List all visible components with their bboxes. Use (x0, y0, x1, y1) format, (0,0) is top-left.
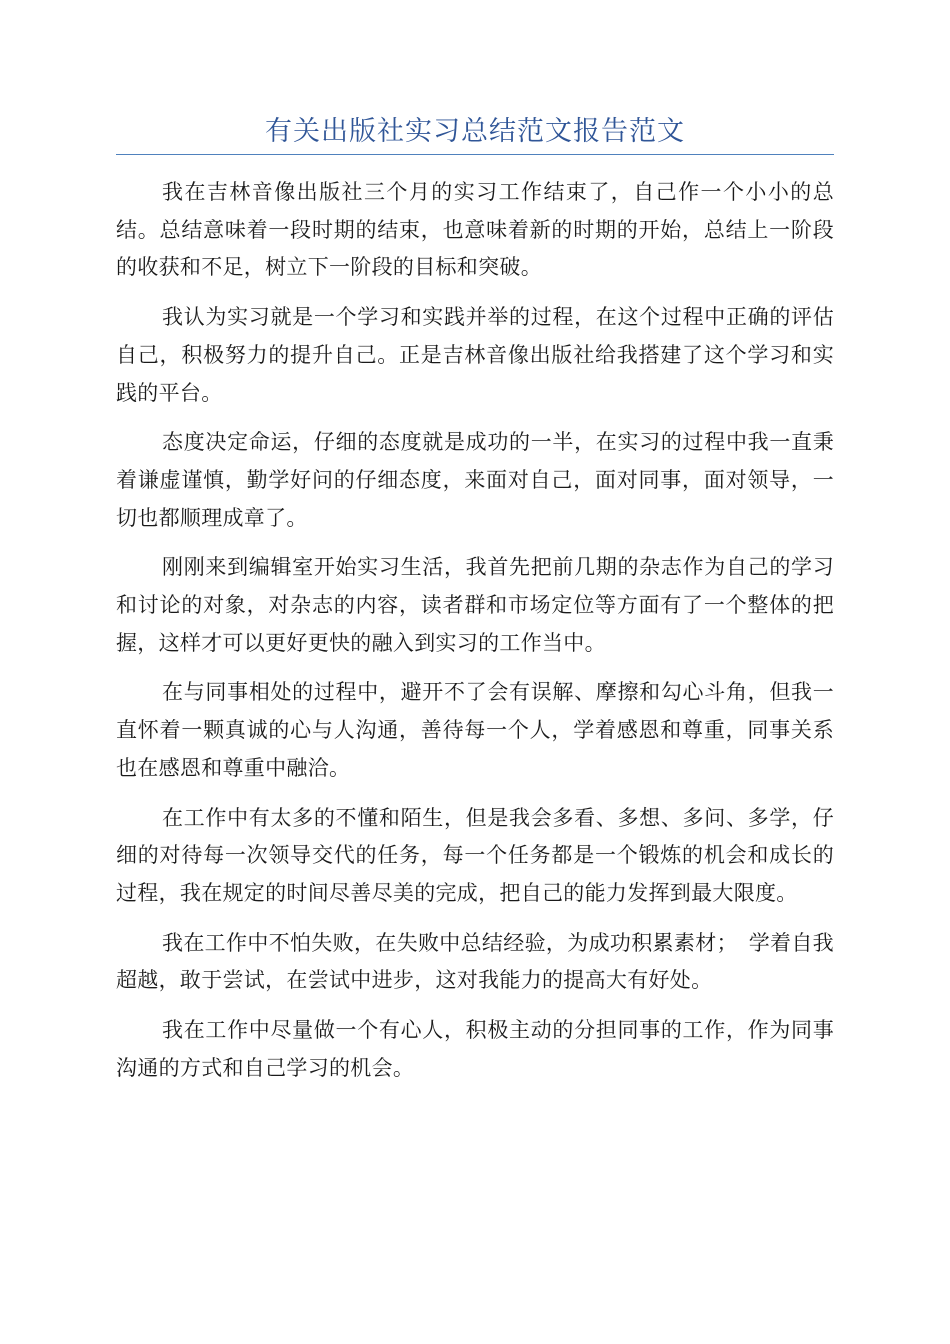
document-title: 有关出版社实习总结范文报告范文 (265, 116, 685, 147)
paragraph: 我在工作中尽量做一个有心人，积极主动的分担同事的工作，作为同事沟通的方式和自己学习的机会。 (116, 1018, 834, 1080)
paragraph: 我在工作中不怕失败，在失败中总结经验，为成功积累素材； 学着自我超越，敢于尝试，在尝试中进步，这对我能力的提高大有好处。 (116, 930, 834, 993)
paragraph: 我认为实习就是一个学习和实践并举的过程，在这个过程中正确的评估自己，积极努力的提升自己。正是吉林音像出版社给我搭建了这个学习和实践的平台。 (116, 305, 834, 405)
paragraph: 我在吉林音像出版社三个月的实习工作结束了，自己作一个小小的总结。总结意味着一段时期的结束，也意味着新的时期的开始，总结上一阶段的收获和不足，树立下一阶段的目标和突破。 (116, 180, 834, 280)
document-body (116, 174, 834, 1099)
paragraph: 在工作中有太多的不懂和陌生，但是我会多看、多想、多问、多学，仔细的对待每一次领导交代的任务，每一个任务都是一个锻炼的机会和成长的过程，我在规定的时间尽善尽美的完成，把自己的能力发挥到最大限度。 (116, 805, 834, 905)
paragraph: 刚刚来到编辑室开始实习生活，我首先把前几期的杂志作为自己的学习和讨论的对象，对杂志的内容，读者群和市场定位等方面有了一个整体的把握，这样才可以更好更快的融入到实习的工作当中。 (116, 555, 834, 655)
paragraph: 在与同事相处的过程中，避开不了会有误解、摩擦和勾心斗角，但我一直怀着一颗真诚的心与人沟通，善待每一个人，学着感恩和尊重，同事关系也在感恩和尊重中融洽。 (116, 680, 834, 780)
paragraph: 态度决定命运，仔细的态度就是成功的一半，在实习的过程中我一直秉着谦虚谨慎，勤学好问的仔细态度，来面对自己，面对同事，面对领导，一切也都顺理成章了。 (116, 430, 834, 530)
title-underline (116, 154, 834, 155)
